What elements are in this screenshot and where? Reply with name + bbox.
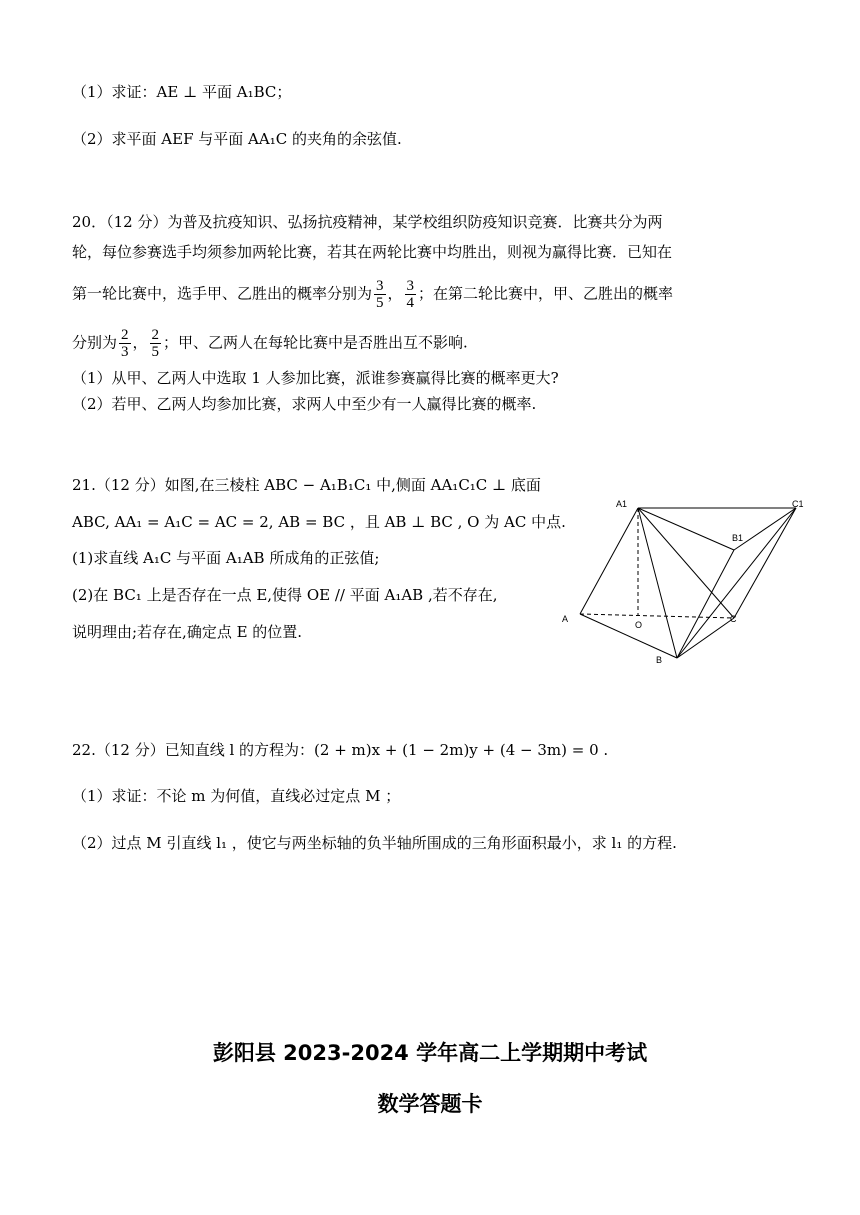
q20-line3-text-a: 第一轮比赛中，选手甲、乙胜出的概率分别为 xyxy=(72,284,373,303)
q20-line2: 轮，每位参赛选手均须参加两轮比赛，若其在两轮比赛中均胜出，则视为赢得比赛．已知在 xyxy=(72,243,673,261)
q19-part2: （2）求平面 AEF 与平面 AA₁C 的夹角的余弦值. xyxy=(72,130,402,148)
q20-line3: 第一轮比赛中，选手甲、乙胜出的概率分别为 $\frac{3}{5}$ ， $\frac{3}{4}$ ；在第二轮比赛中，甲、乙胜出的概率 xyxy=(72,278,674,311)
q20-line4: 分别为 $\frac{2}{3}$ ， $\frac{2}{5}$ ；甲、乙两人在每轮比赛中是否胜出互不影响. xyxy=(72,327,468,360)
triangular-prism-figure xyxy=(558,496,808,666)
q22-line1: 22.（12 分）已知直线 l 的方程为：(2 + m)x + (1 − 2m)y + (4 − 3m) = 0 . xyxy=(72,741,609,759)
q22-line2: （1）求证：不论 m 为何值，直线必过定点 M ； xyxy=(72,787,401,805)
label-o: O xyxy=(635,620,643,630)
q20-line4-text-a: 分别为 xyxy=(72,333,118,352)
fraction-2-5: $\frac{2}{5}$ xyxy=(151,327,160,360)
q20-line6: （2）若甲、乙两人均参加比赛，求两人中至少有一人赢得比赛的概率. xyxy=(72,395,537,413)
q21-line5: 说明理由;若存在,确定点 E 的位置. xyxy=(72,623,303,641)
q20-line4-text-b: ；甲、乙两人在每轮比赛中是否胜出互不影响. xyxy=(163,333,468,352)
label-c: C xyxy=(730,614,737,624)
label-a: A xyxy=(562,614,569,624)
answer-sheet-title: 彭阳县 2023-2024 学年高二上学期期中考试 xyxy=(212,1041,648,1065)
q21-line2: ABC, AA₁ = A₁C = AC = 2, AB = BC ，且 AB ⊥ BC , O 为 AC 中点. xyxy=(72,513,566,531)
answer-sheet-subtitle: 数学答题卡 xyxy=(377,1092,483,1116)
label-b1: B1 xyxy=(732,533,744,543)
fraction-3-5: $\frac{3}{5}$ xyxy=(376,278,384,311)
q20-line3-text-b: ；在第二轮比赛中，甲、乙胜出的概率 xyxy=(418,284,674,303)
q21-line1: 21.（12 分）如图,在三棱柱 ABC − A₁B₁C₁ 中,侧面 AA₁C₁C ⊥ 底面 xyxy=(72,476,541,494)
q19-part1: （1）求证：AE ⊥ 平面 A₁BC； xyxy=(72,83,292,101)
fraction-3-4: $\frac{3}{4}$ xyxy=(406,278,415,311)
q21-line4: (2)在 BC₁ 上是否存在一点 E,使得 OE // 平面 A₁AB ,若不存在, xyxy=(72,586,498,604)
label-c1: C1 xyxy=(792,499,804,509)
q20-line5: （1）从甲、乙两人中选取 1 人参加比赛，派谁参赛赢得比赛的概率更大? xyxy=(72,369,559,387)
fraction-2-3: $\frac{2}{3}$ xyxy=(121,327,129,360)
label-a1: A1 xyxy=(616,499,628,509)
label-b: B xyxy=(656,655,663,665)
q20-line1: 20．（12 分）为普及抗疫知识、弘扬抗疫精神，某学校组织防疫知识竞赛．比赛共分为两 xyxy=(72,213,663,231)
q22-line3: （2）过点 M 引直线 l₁ ，使它与两坐标轴的负半轴所围成的三角形面积最小，求 l₁ 的方程. xyxy=(72,834,677,852)
q21-line3: (1)求直线 A₁C 与平面 A₁AB 所成角的正弦值; xyxy=(72,549,380,567)
